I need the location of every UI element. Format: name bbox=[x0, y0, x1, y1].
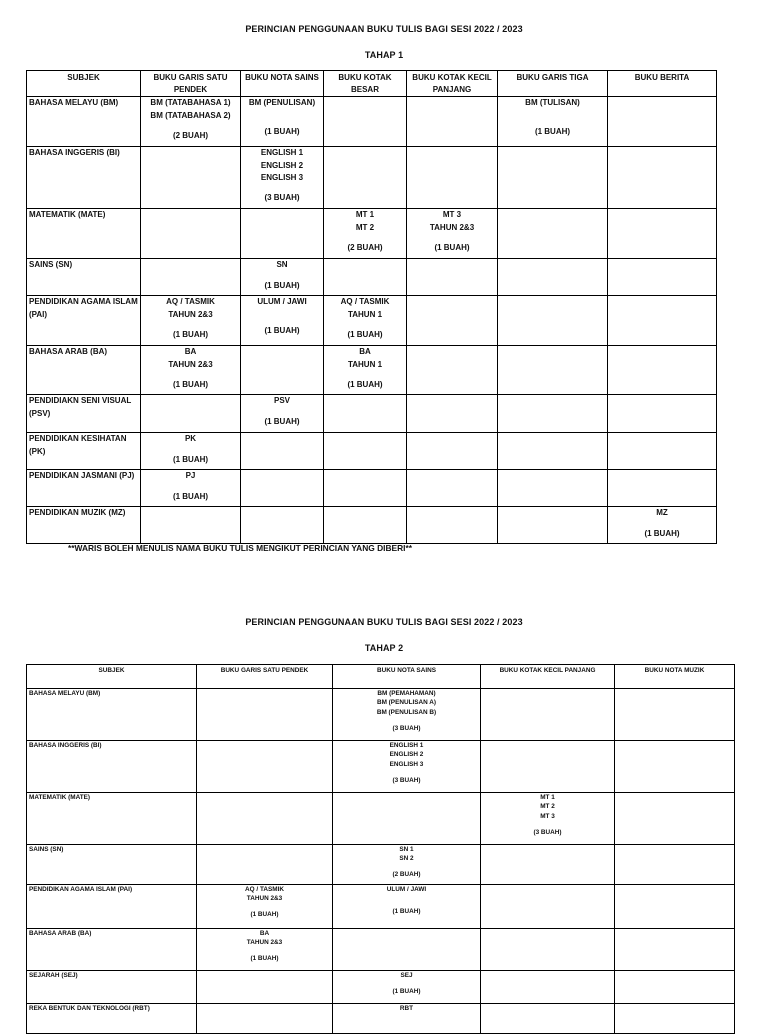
book-cell bbox=[333, 741, 481, 793]
book-cell bbox=[333, 1004, 481, 1034]
book-cell bbox=[197, 1004, 333, 1034]
book-cell bbox=[498, 147, 608, 209]
book-cell bbox=[608, 507, 717, 544]
book-cell bbox=[197, 929, 333, 971]
book-cell bbox=[197, 689, 333, 741]
book-cell bbox=[333, 885, 481, 929]
cell-line: ENGLISH 1 bbox=[389, 742, 424, 749]
book-cell bbox=[333, 845, 481, 885]
cell-line: (1 BUAH) bbox=[347, 329, 383, 339]
column-header: BUKU KOTAK BESAR bbox=[324, 71, 407, 97]
book-cell bbox=[498, 433, 608, 470]
column-header: BUKU GARIS SATU PENDEK bbox=[197, 665, 333, 689]
table-row bbox=[27, 885, 735, 929]
cell-line: AQ / TASMIK bbox=[245, 886, 284, 893]
book-cell bbox=[498, 97, 608, 147]
table-row bbox=[27, 507, 717, 544]
cell-line bbox=[143, 446, 238, 454]
cell-line: ULUM / JAWI bbox=[386, 886, 427, 893]
book-cell bbox=[407, 507, 498, 544]
column-header: BUKU BERITA bbox=[608, 71, 717, 97]
cell-line bbox=[243, 408, 321, 416]
cell-line: (1 BUAH) bbox=[172, 379, 209, 389]
cell-line: ENGLISH 3 bbox=[389, 760, 424, 768]
section2-level: TAHAP 2 bbox=[364, 643, 404, 653]
cell-line: (1 BUAH) bbox=[392, 908, 421, 916]
book-cell bbox=[333, 971, 481, 1004]
cell-line: (1 BUAH) bbox=[264, 325, 300, 335]
book-cell bbox=[407, 259, 498, 296]
cell-line: TAHUN 2&3 bbox=[429, 222, 475, 232]
cell-line bbox=[243, 317, 321, 325]
cell-line: (3 BUAH) bbox=[264, 193, 300, 203]
book-cell bbox=[324, 296, 407, 346]
cell-line bbox=[143, 321, 238, 329]
table-row bbox=[27, 209, 717, 259]
book-cell bbox=[498, 259, 608, 296]
book-cell bbox=[498, 470, 608, 507]
book-cell bbox=[407, 209, 498, 259]
subject-cell: PENDIDIKAN AGAMA ISLAM (PAI) bbox=[27, 885, 197, 929]
cell-line: (1 BUAH) bbox=[172, 454, 209, 464]
table-header-row bbox=[27, 71, 717, 97]
cell-line: MT 1 bbox=[355, 210, 375, 220]
book-cell bbox=[333, 689, 481, 741]
book-cell bbox=[481, 885, 615, 929]
cell-line: (3 BUAH) bbox=[533, 828, 562, 836]
table-row bbox=[27, 395, 717, 433]
book-cell bbox=[608, 395, 717, 433]
cell-line: BM (PEMAHAMAN) bbox=[377, 690, 436, 697]
cell-line: SEJ bbox=[400, 972, 413, 979]
book-cell bbox=[197, 885, 333, 929]
table-row bbox=[27, 741, 735, 793]
book-cell bbox=[481, 929, 615, 971]
book-cell bbox=[608, 259, 717, 296]
cell-line: MT 3 bbox=[442, 210, 462, 220]
book-cell bbox=[498, 507, 608, 544]
cell-line: (1 BUAH) bbox=[264, 280, 300, 290]
cell-line: (1 BUAH) bbox=[250, 911, 279, 919]
book-cell bbox=[241, 97, 324, 147]
cell-line: SN 1 bbox=[399, 846, 414, 853]
cell-line: (1 BUAH) bbox=[264, 416, 300, 426]
cell-line bbox=[143, 122, 238, 130]
subject-cell: SEJARAH (SEJ) bbox=[27, 971, 197, 1004]
book-cell bbox=[141, 259, 241, 296]
book-cell bbox=[141, 507, 241, 544]
book-cell bbox=[407, 97, 498, 147]
cell-line: PSV bbox=[273, 396, 290, 406]
book-cell bbox=[608, 97, 717, 147]
book-cell bbox=[481, 1004, 615, 1034]
cell-line bbox=[243, 272, 321, 280]
cell-line bbox=[326, 321, 404, 329]
book-cell bbox=[141, 296, 241, 346]
column-header: BUKU GARIS TIGA bbox=[498, 71, 608, 97]
book-cell bbox=[141, 433, 241, 470]
subject-cell: PENDIDIKAN AGAMA ISLAM (PAI) bbox=[27, 296, 141, 346]
cell-line: PK bbox=[184, 434, 197, 444]
book-cell bbox=[141, 395, 241, 433]
column-header: BUKU NOTA SAINS bbox=[333, 665, 481, 689]
subject-cell: PENDIDIAKN SENI VISUAL (PSV) bbox=[27, 395, 141, 433]
parent-note: **WARIS BOLEH MENULIS NAMA BUKU TULIS MENGIKUT PERINCIAN YANG DIBERI** bbox=[68, 543, 413, 553]
subject-cell: BAHASA INGGERIS (BI) bbox=[27, 741, 197, 793]
book-cell bbox=[241, 470, 324, 507]
cell-line: (1 BUAH) bbox=[434, 242, 470, 252]
book-cell bbox=[481, 689, 615, 741]
book-cell bbox=[481, 793, 615, 845]
book-cell bbox=[333, 929, 481, 971]
table-row bbox=[27, 346, 717, 395]
table-row bbox=[27, 433, 717, 470]
table-row bbox=[27, 259, 717, 296]
cell-line: TAHUN 2&3 bbox=[168, 359, 213, 369]
book-cell bbox=[615, 689, 735, 741]
book-cell bbox=[324, 209, 407, 259]
book-cell bbox=[407, 470, 498, 507]
subject-cell: MATEMATIK (MATE) bbox=[27, 793, 197, 845]
book-cell bbox=[141, 470, 241, 507]
table-row bbox=[27, 845, 735, 885]
book-cell bbox=[141, 147, 241, 209]
book-cell bbox=[498, 346, 608, 395]
cell-line bbox=[500, 118, 605, 126]
cell-line: (2 BUAH) bbox=[347, 242, 383, 252]
book-cell bbox=[324, 470, 407, 507]
book-cell bbox=[324, 346, 407, 395]
subject-cell: PENDIDIKAN MUZIK (MZ) bbox=[27, 507, 141, 544]
book-cell bbox=[324, 395, 407, 433]
cell-line: BA bbox=[359, 347, 371, 357]
subject-cell: PENDIDIKAN KESIHATAN (PK) bbox=[27, 433, 141, 470]
book-cell bbox=[241, 395, 324, 433]
cell-line: BM (PENULISAN) bbox=[248, 98, 316, 108]
book-cell bbox=[481, 741, 615, 793]
cell-line: (1 BUAH) bbox=[347, 379, 383, 389]
cell-line: MT 1 bbox=[540, 794, 555, 801]
subject-cell: PENDIDIKAN JASMANI (PJ) bbox=[27, 470, 141, 507]
cell-line: ULUM / JAWI bbox=[257, 297, 307, 307]
subject-cell: BAHASA INGGERIS (BI) bbox=[27, 147, 141, 209]
book-cell bbox=[615, 741, 735, 793]
book-cell bbox=[407, 346, 498, 395]
cell-line: (1 BUAH) bbox=[534, 126, 571, 136]
cell-line: (2 BUAH) bbox=[172, 130, 209, 140]
cell-line: TAHUN 1 bbox=[347, 309, 383, 319]
cell-line: MT 2 bbox=[540, 803, 555, 811]
book-cell bbox=[241, 147, 324, 209]
book-cell bbox=[241, 433, 324, 470]
book-cell bbox=[615, 971, 735, 1004]
cell-line bbox=[143, 483, 238, 491]
cell-line: BM (TATABAHASA 2) bbox=[150, 110, 231, 120]
subject-cell: REKA BENTUK DAN TEKNOLOGI (RBT) bbox=[27, 1004, 197, 1034]
cell-line: SN bbox=[276, 260, 288, 270]
cell-line: BM (TULISAN) bbox=[525, 98, 580, 108]
cell-line: TAHUN 2&3 bbox=[168, 309, 213, 319]
cell-line: AQ / TASMIK bbox=[166, 297, 215, 307]
book-cell bbox=[241, 346, 324, 395]
book-cell bbox=[608, 470, 717, 507]
cell-line bbox=[326, 234, 404, 242]
book-cell bbox=[498, 296, 608, 346]
table-row bbox=[27, 971, 735, 1004]
column-header: SUBJEK bbox=[27, 71, 141, 97]
cell-line: PJ bbox=[185, 471, 196, 481]
subject-cell: SAINS (SN) bbox=[27, 259, 141, 296]
cell-line bbox=[243, 184, 321, 192]
cell-line: BA bbox=[184, 347, 197, 357]
cell-line: ENGLISH 3 bbox=[260, 172, 304, 182]
table-row bbox=[27, 1004, 735, 1034]
table-row bbox=[27, 296, 717, 346]
book-cell bbox=[608, 433, 717, 470]
cell-line: (1 BUAH) bbox=[172, 329, 209, 339]
book-cell bbox=[615, 845, 735, 885]
cell-line bbox=[243, 110, 321, 118]
book-cell bbox=[241, 507, 324, 544]
cell-line: (1 BUAH) bbox=[264, 126, 300, 136]
book-cell bbox=[241, 296, 324, 346]
book-cell bbox=[324, 433, 407, 470]
cell-line: TAHUN 1 bbox=[347, 359, 383, 369]
book-cell bbox=[608, 209, 717, 259]
column-header: BUKU KOTAK KECIL PANJANG bbox=[407, 71, 498, 97]
cell-line bbox=[409, 234, 495, 242]
subject-cell: BAHASA ARAB (BA) bbox=[27, 929, 197, 971]
cell-line: (3 BUAH) bbox=[392, 724, 421, 732]
cell-line bbox=[500, 110, 605, 118]
cell-line: ENGLISH 1 bbox=[260, 148, 304, 158]
table-row bbox=[27, 147, 717, 209]
table-header-row bbox=[27, 665, 735, 689]
book-cell bbox=[141, 209, 241, 259]
book-cell bbox=[197, 971, 333, 1004]
section2-title: PERINCIAN PENGGUNAAN BUKU TULIS BAGI SESI 2022 / 2023 bbox=[245, 617, 523, 627]
subject-cell: BAHASA ARAB (BA) bbox=[27, 346, 141, 395]
cell-line bbox=[143, 371, 238, 379]
book-cell bbox=[498, 395, 608, 433]
book-cell bbox=[197, 793, 333, 845]
cell-line: RBT bbox=[399, 1005, 414, 1012]
book-cell bbox=[608, 346, 717, 395]
cell-line: MT 3 bbox=[540, 812, 555, 820]
book-cell bbox=[615, 929, 735, 971]
tahap1-table bbox=[26, 70, 717, 544]
book-cell bbox=[241, 259, 324, 296]
cell-line bbox=[326, 371, 404, 379]
book-cell bbox=[481, 845, 615, 885]
book-cell bbox=[608, 296, 717, 346]
cell-line: (1 BUAH) bbox=[644, 528, 680, 538]
book-cell bbox=[241, 209, 324, 259]
table-row bbox=[27, 689, 735, 741]
cell-line: MT 2 bbox=[355, 222, 375, 232]
book-cell bbox=[324, 507, 407, 544]
book-cell bbox=[197, 741, 333, 793]
column-header: BUKU KOTAK KECIL PANJANG bbox=[481, 665, 615, 689]
book-cell bbox=[407, 433, 498, 470]
book-cell bbox=[324, 259, 407, 296]
table-row bbox=[27, 793, 735, 845]
cell-line: BM (PENULISAN A) bbox=[376, 699, 437, 707]
book-cell bbox=[615, 1004, 735, 1034]
book-cell bbox=[141, 97, 241, 147]
table-row bbox=[27, 929, 735, 971]
cell-line: SN 2 bbox=[399, 855, 414, 863]
tahap2-table bbox=[26, 664, 735, 1034]
book-cell bbox=[481, 971, 615, 1004]
cell-line: BM (TATABAHASA 1) bbox=[150, 98, 231, 108]
cell-line: BA bbox=[259, 930, 270, 937]
cell-line: (3 BUAH) bbox=[392, 776, 421, 784]
column-header: BUKU NOTA SAINS bbox=[241, 71, 324, 97]
cell-line: (2 BUAH) bbox=[392, 871, 421, 879]
column-header: BUKU NOTA MUZIK bbox=[615, 665, 735, 689]
cell-line: TAHUN 2&3 bbox=[246, 895, 283, 903]
book-cell bbox=[324, 97, 407, 147]
subject-cell: MATEMATIK (MATE) bbox=[27, 209, 141, 259]
cell-line: (1 BUAH) bbox=[250, 955, 279, 963]
column-header: SUBJEK bbox=[27, 665, 197, 689]
column-header: BUKU GARIS SATU PENDEK bbox=[141, 71, 241, 97]
cell-line: MZ bbox=[656, 508, 668, 518]
book-cell bbox=[498, 209, 608, 259]
section1-title: PERINCIAN PENGGUNAAN BUKU TULIS BAGI SESI 2022 / 2023 bbox=[245, 24, 523, 34]
book-cell bbox=[141, 346, 241, 395]
table-row bbox=[27, 97, 717, 147]
book-cell bbox=[324, 147, 407, 209]
cell-line: (1 BUAH) bbox=[172, 491, 209, 501]
table-row bbox=[27, 470, 717, 507]
book-cell bbox=[615, 793, 735, 845]
cell-line: (1 BUAH) bbox=[392, 987, 421, 995]
book-cell bbox=[615, 885, 735, 929]
section1-level: TAHAP 1 bbox=[364, 50, 404, 60]
cell-line: BM (PENULISAN B) bbox=[376, 708, 437, 716]
subject-cell: BAHASA MELAYU (BM) bbox=[27, 689, 197, 741]
cell-line bbox=[243, 118, 321, 126]
subject-cell: BAHASA MELAYU (BM) bbox=[27, 97, 141, 147]
cell-line: AQ / TASMIK bbox=[340, 297, 390, 307]
book-cell bbox=[608, 147, 717, 209]
cell-line: TAHUN 2&3 bbox=[246, 939, 283, 947]
cell-line: ENGLISH 2 bbox=[260, 160, 304, 170]
book-cell bbox=[333, 793, 481, 845]
book-cell bbox=[407, 296, 498, 346]
cell-line: ENGLISH 2 bbox=[389, 751, 424, 759]
cell-line bbox=[243, 309, 321, 317]
book-cell bbox=[407, 147, 498, 209]
book-cell bbox=[407, 395, 498, 433]
cell-line bbox=[610, 520, 714, 528]
book-cell bbox=[197, 845, 333, 885]
subject-cell: SAINS (SN) bbox=[27, 845, 197, 885]
